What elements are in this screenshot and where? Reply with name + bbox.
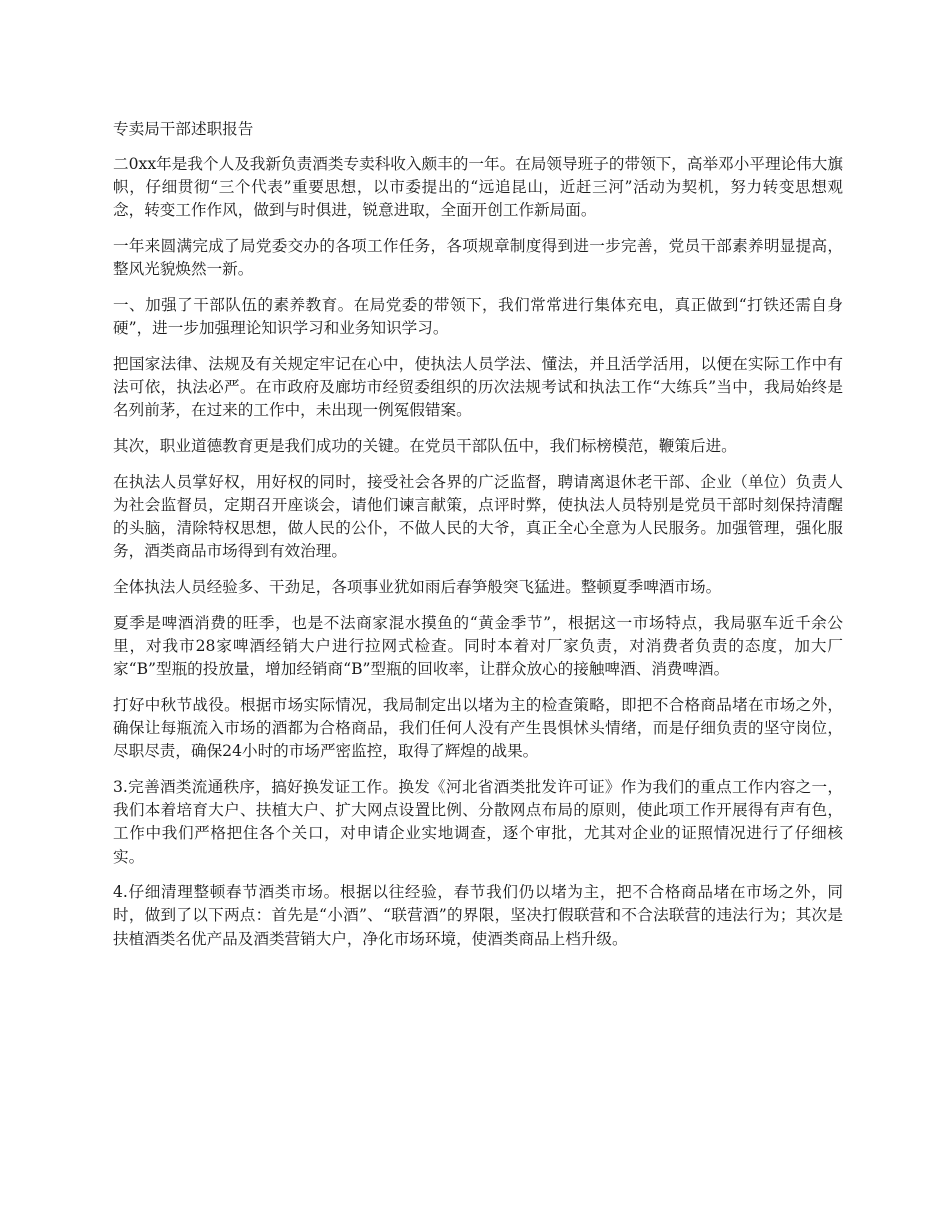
paragraph-5: 其次，职业道德教育更是我们成功的关键。在党员干部队伍中，我们标榜模范，鞭策后进。 bbox=[113, 437, 737, 456]
document-page bbox=[113, 118, 843, 963]
paragraph-2: 一年来圆满完成了局党委交办的各项工作任务，各项规章制度得到进一步完善，党员干部素养明显提高，整风光貌焕然一新。 bbox=[113, 237, 843, 279]
document-title: 专卖局干部述职报告 bbox=[113, 120, 254, 138]
paragraph-10: 3.完善酒类流通秩序，搞好换发证工作。换发《河北省酒类批发许可证》作为我们的重点工作内容之一，我们本着培育大户、扶植大户、扩大网点设置比例、分散网点布局的原则，使此项工作开展得有声有色，工作中我们严格把住各个关口，对申请企业实地调查，逐个审批，尤其对企业的证照情况进行了仔细核实。 bbox=[113, 777, 843, 866]
paragraph-8: 夏季是啤酒消费的旺季，也是不法商家混水摸鱼的“黄金季节”，根据这一市场特点，我局驱车近千余公里，对我市28家啤酒经销大户进行拉网式检查。同时本着对厂家负责，对消费者负责的态度，加大厂家“B”型瓶的投放量，增加经销商“B”型瓶的回收率，让群众放心的接触啤酒、消费啤酒。 bbox=[113, 613, 843, 679]
paragraph-4: 把国家法律、法规及有关规定牢记在心中，使执法人员学法、懂法，并且活学活用，以便在实际工作中有法可依，执法必严。在市政府及廊坊市经贸委组织的历次法规考试和执法工作“大练兵”当中，我局始终是名列前茅，在过来的工作中，未出现一例冤假错案。 bbox=[113, 354, 843, 420]
paragraph-7: 全体执法人员经验多、干劲足，各项事业犹如雨后春笋般突飞猛进。整顿夏季啤酒市场。 bbox=[113, 578, 722, 597]
paragraph-1: 二0xx年是我个人及我新负责酒类专卖科收入颇丰的一年。在局领导班子的带领下，高举邓小平理论伟大旗帜，仔细贯彻“三个代表”重要思想，以市委提出的“远追昆山，近赶三河”活动为契机，努力转变思想观念，转变工作作风，做到与时俱进，锐意进取，全面开创工作新局面。 bbox=[113, 155, 843, 220]
paragraph-9: 打好中秋节战役。根据市场实际情况，我局制定出以堵为主的检查策略，即把不合格商品堵在市场之外，确保让每瓶流入市场的酒都为合格商品，我们任何人没有产生畏惧怵头情绪，而是仔细负责的坚守岗位，尽职尽责，确保24小时的市场严密监控，取得了辉煌的战果。 bbox=[113, 695, 843, 761]
paragraph-3: 一、加强了干部队伍的素养教育。在局党委的带领下，我们常常进行集体充电，真正做到“打铁还需自身硬”，进一步加强理论知识学习和业务知识学习。 bbox=[113, 296, 843, 338]
paragraph-11: 4.仔细清理整顿春节酒类市场。根据以往经验，春节我们仍以堵为主，把不合格商品堵在市场之外，同时，做到了以下两点：首先是“小酒”、“联营酒”的界限，坚决打假联营和不合法联营的违法行为；其次是扶植酒类名优产品及酒类营销大户，净化市场环境，使酒类商品上档升级。 bbox=[113, 883, 843, 948]
paragraph-6: 在执法人员掌好权，用好权的同时，接受社会各界的广泛监督，聘请离退休老干部、企业（单位）负责人为社会监督员，定期召开座谈会，请他们谏言献策，点评时弊，使执法人员特别是党员干部时刻保持清醒的头脑，清除特权思想，做人民的公仆，不做人民的大爷，真正全心全意为人民服务。加强管理，强化服务，酒类商品市场得到有效治理。 bbox=[113, 472, 843, 561]
